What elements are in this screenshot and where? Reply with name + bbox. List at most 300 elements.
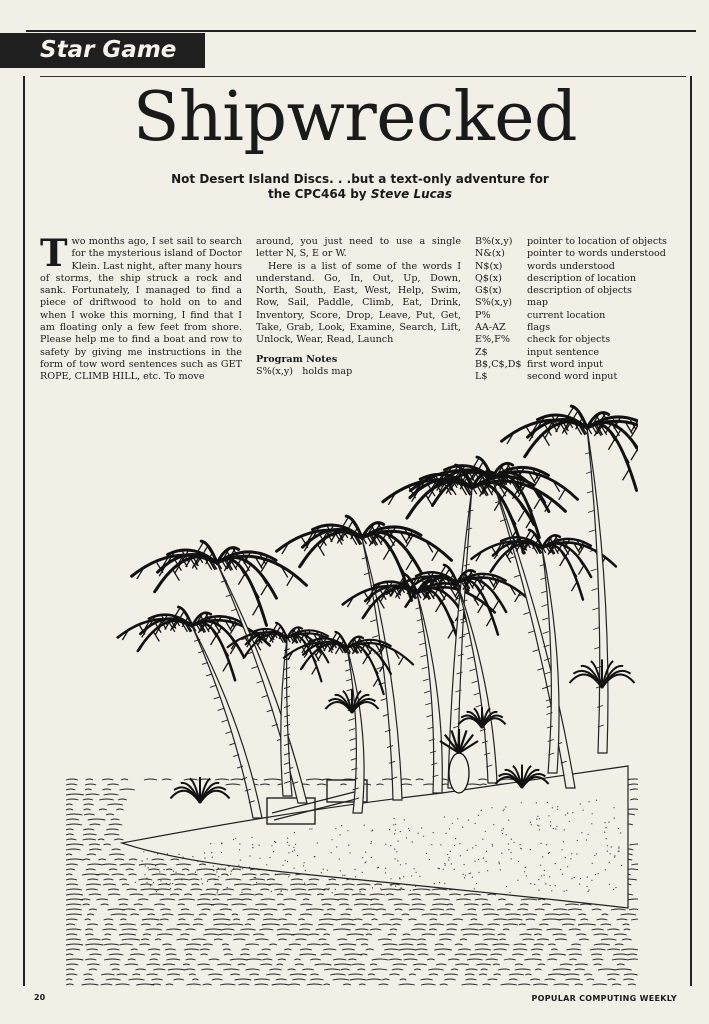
sand-dot <box>478 872 479 873</box>
water-stroke <box>260 909 277 910</box>
sand-dot <box>450 851 451 852</box>
water-stroke <box>322 904 332 905</box>
water-stroke <box>475 949 491 950</box>
water-stroke <box>85 979 94 980</box>
sand-dot <box>443 869 444 870</box>
sand-dot <box>188 870 189 871</box>
water-stroke <box>628 954 637 955</box>
water-stroke <box>108 894 120 895</box>
water-stroke <box>514 944 527 945</box>
sand-dot <box>530 822 531 823</box>
sand-dot <box>354 869 355 870</box>
water-stroke <box>613 954 628 955</box>
water-stroke <box>98 839 104 840</box>
water-stroke <box>504 959 516 960</box>
water-stroke <box>295 964 304 965</box>
water-stroke <box>87 864 103 865</box>
water-stroke <box>66 904 81 905</box>
water-stroke <box>321 899 339 900</box>
sand-dot <box>572 812 573 813</box>
water-stroke <box>399 944 414 945</box>
water-stroke <box>88 819 106 820</box>
water-stroke <box>109 854 125 855</box>
sand-dot <box>530 849 531 850</box>
water-stroke <box>138 879 152 880</box>
sand-dot <box>404 819 405 820</box>
sand-dot <box>501 830 502 831</box>
water-stroke <box>382 979 389 980</box>
water-stroke <box>432 889 448 890</box>
water-stroke <box>197 899 210 900</box>
water-stroke <box>327 909 335 910</box>
sand-dot <box>143 851 144 852</box>
sand-dot <box>555 863 556 864</box>
water-stroke <box>429 974 438 975</box>
sand-dot <box>486 851 487 852</box>
water-stroke <box>130 954 145 955</box>
trunk-ring <box>465 645 471 647</box>
top-rule <box>26 30 696 32</box>
frond-leaflet <box>261 584 268 596</box>
water-stroke <box>401 939 417 940</box>
sand-dot <box>328 888 329 889</box>
sand-dot <box>294 849 295 850</box>
water-stroke <box>493 919 507 920</box>
water-stroke <box>86 949 98 950</box>
water-stroke <box>579 939 589 940</box>
water-stroke <box>187 984 201 985</box>
water-stroke <box>130 914 139 915</box>
water-stroke <box>139 944 150 945</box>
water-stroke <box>180 934 189 935</box>
water-stroke <box>400 784 411 785</box>
sand-dot <box>230 874 231 875</box>
sand-dot <box>292 851 293 852</box>
water-stroke <box>323 934 329 935</box>
water-stroke <box>66 829 73 830</box>
water-stroke <box>118 799 127 800</box>
water-stroke <box>176 939 188 940</box>
water-stroke <box>517 909 528 910</box>
sand-dot <box>525 867 526 868</box>
water-stroke <box>283 924 297 925</box>
sand-dot <box>394 858 395 859</box>
sand-dot <box>455 838 456 839</box>
water-stroke <box>295 894 311 895</box>
water-stroke <box>553 909 567 910</box>
frond-leaflet <box>373 678 378 687</box>
sand-dot <box>614 855 615 856</box>
sand-dot <box>225 868 226 869</box>
sand-dot <box>615 887 616 888</box>
sand-dot <box>452 823 453 824</box>
sand-dot <box>371 857 372 858</box>
sand-dot <box>207 881 208 882</box>
trunk-ring <box>541 591 547 593</box>
trunk-ring <box>222 720 228 722</box>
frond-leaflet <box>238 573 245 585</box>
water-stroke <box>351 964 365 965</box>
water-stroke <box>89 954 101 955</box>
water-stroke <box>537 939 549 940</box>
sand-dot <box>547 802 548 803</box>
water-stroke <box>440 984 448 985</box>
water-stroke <box>132 974 140 975</box>
water-stroke <box>85 784 96 785</box>
sand-dot <box>332 839 333 840</box>
water-stroke <box>122 909 135 910</box>
sand-dot <box>400 864 401 865</box>
sand-dot <box>611 846 612 847</box>
sand-dot <box>588 834 589 835</box>
sand-dot <box>538 890 539 891</box>
water-stroke <box>204 874 216 875</box>
variable-description: description of location <box>527 272 637 284</box>
water-stroke <box>288 969 296 970</box>
water-stroke <box>490 954 502 955</box>
water-stroke <box>361 944 368 945</box>
water-stroke <box>66 869 75 870</box>
water-stroke <box>66 859 84 860</box>
sand-dot <box>478 859 479 860</box>
sand-dot <box>304 862 305 863</box>
sand-dot <box>260 858 261 859</box>
water-stroke <box>83 839 96 840</box>
sand-dot <box>400 889 401 890</box>
water-stroke <box>201 954 208 955</box>
water-stroke <box>309 879 319 880</box>
water-stroke <box>166 929 181 930</box>
water-stroke <box>394 904 410 905</box>
water-stroke <box>346 909 352 910</box>
water-stroke <box>178 914 194 915</box>
sand-dot <box>395 824 396 825</box>
water-stroke <box>497 934 505 935</box>
frond-leaflet <box>253 604 260 616</box>
sand-dot <box>342 875 343 876</box>
water-stroke <box>66 934 77 935</box>
sand-dot <box>271 891 272 892</box>
sand-dot <box>511 858 512 859</box>
water-stroke <box>176 864 191 865</box>
water-stroke <box>339 904 349 905</box>
variable-name: S%(x,y) <box>475 297 513 309</box>
sand-dot <box>566 890 567 891</box>
sand-dot <box>618 848 619 849</box>
water-stroke <box>66 819 79 820</box>
water-stroke <box>192 939 207 940</box>
sand-dot <box>336 846 337 847</box>
water-stroke <box>96 874 109 875</box>
sand-dot <box>259 845 260 846</box>
water-stroke <box>414 924 426 925</box>
water-stroke <box>337 939 347 940</box>
sand-dot <box>372 830 373 831</box>
water-stroke <box>66 844 83 845</box>
water-stroke <box>628 959 638 960</box>
frond-leaflet <box>383 548 390 560</box>
water-stroke <box>162 944 171 945</box>
water-stroke <box>66 964 78 965</box>
sand-dot <box>604 822 605 823</box>
water-stroke <box>488 924 500 925</box>
sand-dot <box>160 880 161 881</box>
variable-description: first word input <box>527 358 604 370</box>
water-stroke <box>412 904 426 905</box>
sand-dot <box>410 890 411 891</box>
water-stroke <box>343 984 351 985</box>
water-stroke <box>355 929 368 930</box>
water-stroke <box>370 964 377 965</box>
water-stroke <box>482 984 490 985</box>
water-stroke <box>129 894 143 895</box>
water-stroke <box>146 929 163 930</box>
palm-trunk <box>417 593 442 793</box>
sand-dot <box>269 884 270 885</box>
water-stroke <box>580 919 588 920</box>
water-stroke <box>486 959 498 960</box>
palm-trunk <box>587 428 608 753</box>
water-stroke <box>479 929 495 930</box>
water-stroke <box>321 954 332 955</box>
sand-dot <box>503 810 504 811</box>
sand-dot <box>492 845 493 846</box>
water-stroke <box>559 914 570 915</box>
sand-dot <box>408 828 409 829</box>
water-stroke <box>66 834 74 835</box>
water-stroke <box>66 794 84 795</box>
sand-dot <box>233 839 234 840</box>
sand-dot <box>613 807 614 808</box>
water-stroke <box>534 934 542 935</box>
variable-description: current location <box>527 309 606 321</box>
water-stroke <box>223 949 231 950</box>
sand-dot <box>148 867 149 868</box>
water-stroke <box>182 869 188 870</box>
water-stroke <box>513 949 527 950</box>
water-stroke <box>446 924 457 925</box>
water-stroke <box>178 904 185 905</box>
sand-dot <box>586 839 587 840</box>
water-stroke <box>538 964 545 965</box>
variable-row <box>475 310 685 322</box>
sand-dot <box>503 828 504 829</box>
sand-dot <box>305 870 306 871</box>
water-stroke <box>359 984 365 985</box>
variable-description: pointer to location of objects <box>527 236 667 247</box>
sand-dot <box>468 820 469 821</box>
frond-leaflet <box>406 559 413 571</box>
water-stroke <box>284 949 291 950</box>
water-stroke <box>607 949 620 950</box>
water-stroke <box>262 949 271 950</box>
trunk-ring <box>210 685 216 687</box>
water-stroke <box>363 914 375 915</box>
water-stroke <box>326 884 339 885</box>
sand-dot <box>364 825 365 826</box>
sand-dot <box>214 879 215 880</box>
sand-dot <box>520 848 521 849</box>
sand-dot <box>569 821 570 822</box>
water-stroke <box>388 899 402 900</box>
water-stroke <box>225 879 241 880</box>
water-stroke <box>446 909 454 910</box>
sand-dot <box>195 872 196 873</box>
trunk-ring <box>463 633 469 635</box>
sand-dot <box>487 870 488 871</box>
trunk-ring <box>425 703 431 705</box>
water-stroke <box>174 889 182 890</box>
water-stroke <box>66 839 76 840</box>
water-stroke <box>84 814 95 815</box>
sand-dot <box>545 883 546 884</box>
water-stroke <box>555 939 567 940</box>
sand-dot <box>309 828 310 829</box>
sand-dot <box>335 889 336 890</box>
sand-dot <box>154 852 155 853</box>
water-stroke <box>415 949 427 950</box>
water-stroke <box>200 949 210 950</box>
sand-dot <box>618 851 619 852</box>
water-stroke <box>109 954 124 955</box>
water-stroke <box>269 969 281 970</box>
water-stroke <box>607 974 620 975</box>
water-stroke <box>102 789 111 790</box>
sand-dot <box>537 825 538 826</box>
trunk-ring <box>424 691 430 693</box>
water-stroke <box>500 984 516 985</box>
water-stroke <box>542 904 551 905</box>
water-stroke <box>248 914 260 915</box>
water-stroke <box>101 974 115 975</box>
sand-dot <box>506 886 507 887</box>
water-stroke <box>367 979 382 980</box>
water-stroke <box>378 939 392 940</box>
sand-dot <box>508 843 509 844</box>
sand-dot <box>293 847 294 848</box>
water-stroke <box>66 944 83 945</box>
water-stroke <box>151 979 162 980</box>
water-stroke <box>103 884 116 885</box>
sand-dot <box>166 883 167 884</box>
water-stroke <box>308 934 319 935</box>
frond-leaflet <box>436 602 442 612</box>
water-stroke <box>427 959 435 960</box>
water-stroke <box>86 884 101 885</box>
water-stroke <box>118 899 128 900</box>
water-stroke <box>110 964 120 965</box>
trunk-ring <box>218 708 224 710</box>
water-stroke <box>519 924 526 925</box>
water-stroke <box>546 929 562 930</box>
water-stroke <box>66 919 78 920</box>
water-stroke <box>83 904 90 905</box>
trunk-ring <box>592 608 598 610</box>
water-stroke <box>193 924 204 925</box>
water-stroke <box>333 979 349 980</box>
sand-dot <box>394 833 395 834</box>
water-stroke <box>413 889 430 890</box>
water-stroke <box>336 919 353 920</box>
sand-dot <box>526 875 527 876</box>
water-stroke <box>464 904 478 905</box>
water-stroke <box>418 939 426 940</box>
water-stroke <box>220 984 235 985</box>
water-stroke <box>157 879 170 880</box>
water-stroke <box>85 944 103 945</box>
water-stroke <box>608 979 616 980</box>
water-stroke <box>500 939 506 940</box>
frond-leaflet <box>312 666 317 674</box>
water-stroke <box>376 909 386 910</box>
sand-dot <box>240 860 241 861</box>
variable-row <box>475 371 685 383</box>
water-stroke <box>186 929 196 930</box>
water-stroke <box>98 859 105 860</box>
water-stroke <box>146 964 160 965</box>
water-stroke <box>578 914 586 915</box>
sand-dot <box>500 869 501 870</box>
sand-dot <box>365 852 366 853</box>
sand-dot <box>287 861 288 862</box>
water-stroke <box>253 934 264 935</box>
water-stroke <box>298 919 305 920</box>
water-stroke <box>310 974 318 975</box>
water-stroke <box>628 984 636 985</box>
water-stroke <box>89 969 97 970</box>
sand-dot <box>534 884 535 885</box>
water-stroke <box>390 919 403 920</box>
water-stroke <box>417 944 426 945</box>
sand-dot <box>614 818 615 819</box>
sand-dot <box>475 823 476 824</box>
sand-dot <box>395 886 396 887</box>
water-stroke <box>465 974 475 975</box>
water-stroke <box>498 899 505 900</box>
water-stroke <box>264 914 273 915</box>
sand-dot <box>538 879 539 880</box>
water-stroke <box>217 964 231 965</box>
water-stroke <box>392 969 403 970</box>
sand-dot <box>295 844 296 845</box>
water-stroke <box>242 889 252 890</box>
water-stroke <box>409 909 425 910</box>
water-stroke <box>232 914 238 915</box>
sand-dot <box>544 870 545 871</box>
water-stroke <box>255 984 269 985</box>
water-stroke <box>291 889 306 890</box>
water-stroke <box>590 949 606 950</box>
water-stroke <box>323 949 336 950</box>
sand-dot <box>159 871 160 872</box>
sand-dot <box>562 849 563 850</box>
water-stroke <box>370 899 379 900</box>
water-stroke <box>249 879 265 880</box>
water-stroke <box>505 904 513 905</box>
sand-dot <box>421 827 422 828</box>
water-stroke <box>370 894 385 895</box>
page-number: 20 <box>34 993 46 1002</box>
water-stroke <box>545 979 556 980</box>
water-stroke <box>277 929 290 930</box>
sand-dot <box>469 873 470 874</box>
water-stroke <box>83 859 90 860</box>
water-stroke <box>101 864 116 865</box>
sand-dot <box>377 867 378 868</box>
sand-dot <box>621 865 622 866</box>
water-stroke <box>149 894 164 895</box>
sand-dot <box>580 878 581 879</box>
